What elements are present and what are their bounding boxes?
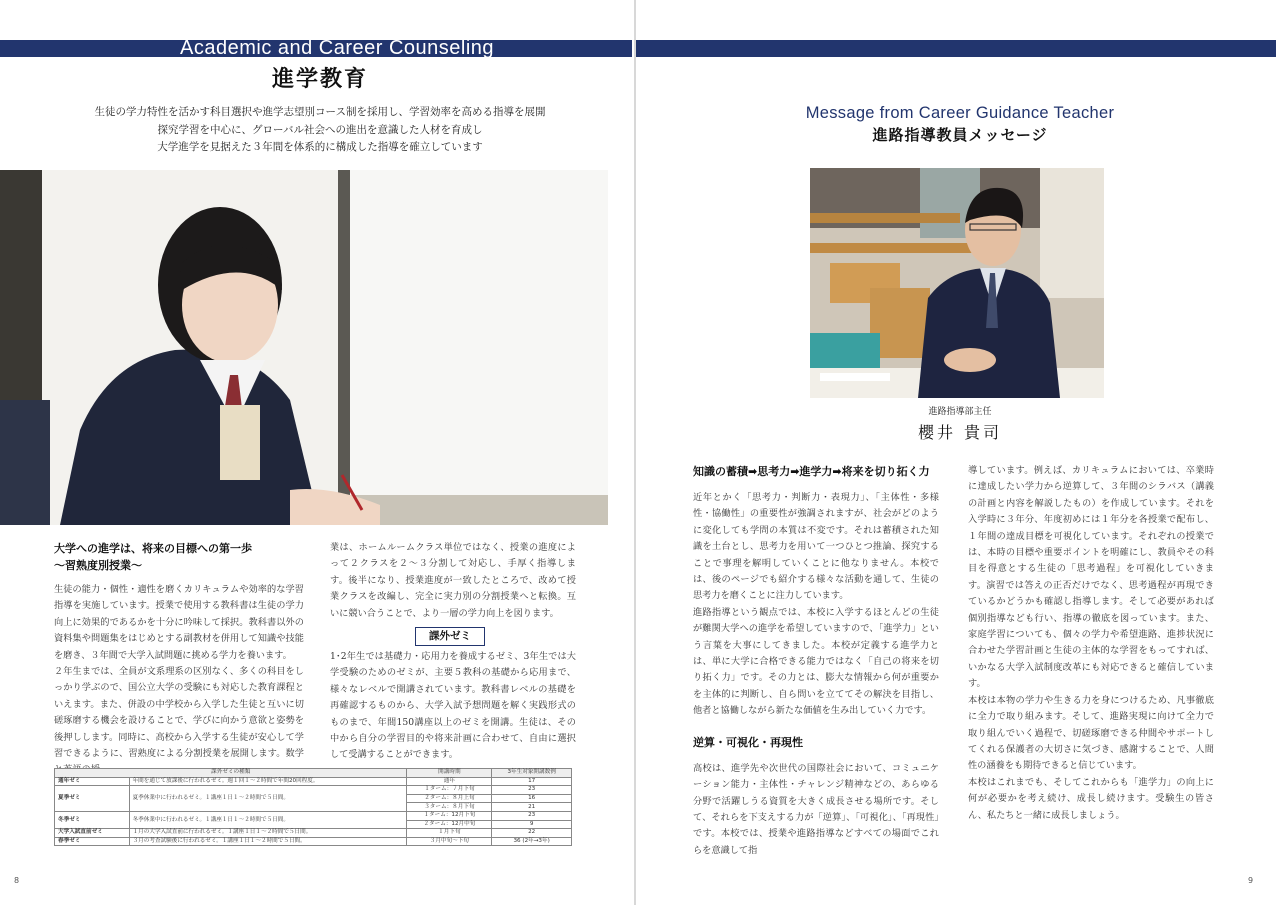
table-cell: 夏季休業中に行われるゼミ。１講座１日１〜２時間で５日間。 (129, 786, 407, 812)
left-column-1 (54, 540, 304, 779)
zemi-text (330, 649, 576, 764)
paragraph: 業は、ホームルームクラス単位ではなく、授業の進度によって２クラスを２〜３分割して対応し、手厚く指導します。後半になり、授業進度が一致したところで、改めて授業クラスを改編し、完全に実力別の分割授業へと転換。互いに競い合うことで、より一層の学力向上を図ります。 (330, 542, 576, 619)
table-cell: 通年 (407, 777, 492, 786)
table-cell: ２ターム：12月中旬 (407, 820, 492, 829)
table-cell: １月の大学入試直前に行われるゼミ。１講座１日１〜２時間で５日間。 (129, 829, 407, 838)
title-band-right (636, 40, 1276, 57)
table-cell: ３月の考査試験後に行われるゼミ。１講座１日１〜２時間で５日間。 (129, 837, 407, 846)
teacher-photo (810, 168, 1104, 398)
paragraph: ２年生までは、全員が文系理系の区別なく、多くの科目をしっかり学ぶので、国公立大学の受験にも対応した教育課程といえます。また、併設の中学校から入学した生徒と互いに切磋琢磨する機会を設けることで、学びに向かう意欲と姿勢を後押しします。同時に、高校から入学する生徒が安心して学習できるように、習熟度による分割授業を展開します。数学 (54, 666, 304, 760)
table-cell: 21 (492, 803, 572, 812)
right-title-jp: 進路指導教員メッセージ (872, 126, 1048, 144)
paragraph: 本校は本物の学力や生きる力を身につけるため、凡事徹底に全力で取り組みます。そして、進路実現に向けて全力で取り組んでいく過程で、切磋琢磨できる仲間やサポートしてくれる保護者の大切さに気づき、感謝することで、人間性の涵養をも期待できると信じています。 (968, 694, 1214, 772)
section-heading: 逆算・可視化・再現性 (693, 735, 803, 749)
zemi-table (54, 768, 572, 846)
intro-line: 生徒の学力特性を活かす科目選択や進学志望別コース制を採用し、学習効率を高める指導を展開 (94, 106, 546, 118)
table-header: 課外ゼミの種類 (55, 769, 407, 778)
table-cell: １ターム：７月下旬 (407, 786, 492, 795)
table-cell: 年間を通じて放課後に行われるゼミ。週１回１〜２時間で年間20回程度。 (129, 777, 407, 786)
student-photo (0, 170, 608, 525)
table-cell: 春季ゼミ (55, 837, 130, 846)
table-cell: ２ターム：８月上旬 (407, 794, 492, 803)
right-column-2 (968, 463, 1214, 824)
paragraph: 進路指導という観点では、本校に入学するほとんどの生徒が難関大学への進学を希望していますので、「進学力」という言葉を大事にしてきました。本校が定義する進学力とは、単に大学に合格できる能力ではなく「自己の将来を切り拓く力」です。その力とは、膨大な情報から何が重要かを主体的に判断し、自ら問いを立ててその解決を目指し、他者と協働しながら新たな価値を生み出していく力です。 (693, 606, 939, 717)
paragraph: 本校はこれまでも、そしてこれからも「進学力」の向上に何が必要かを考え続け、成長し続けます。受験生の皆さん、私たちと一緒に成長しましょう。 (968, 776, 1214, 821)
right-column-1 (693, 463, 939, 859)
table-cell: 冬季ゼミ (55, 811, 130, 828)
paragraph: 1･2年生では基礎力・応用力を養成するゼミ、3年生では大学受験のためのゼミが、主要５教科の基礎から応用まで、様々なレベルで開講されています。教科書レベルの基礎を再確認するものから、大学入試予想問題を解く実践形式のものまで、年間150講座以上のゼミを開講。生徒は、その中から自分の学習目的や将来計画に合わせて、自由に選択して受講することができます。 (330, 651, 576, 761)
paragraph: 高校は、進学先や次世代の国際社会において、コミュニケーション能力・主体性・チャレンジ精神などの、あらゆる分野で活躍しうる資質を大きく成長させる場所です。そして、それらを下支えする力が「逆算」、「可視化」、「再現性」です。本校では、授業や進路指導などすべての場面でこれらを意識して指 (693, 762, 939, 856)
intro-text (80, 104, 560, 157)
table-cell: ３ターム：８月下旬 (407, 803, 492, 812)
table-header-row (55, 769, 572, 778)
table-cell: １月下旬 (407, 829, 492, 838)
left-title-jp: 進学教育 (271, 67, 368, 92)
table-cell: ３月中旬〜下旬 (407, 837, 492, 846)
page-number-left: 8 (14, 876, 20, 885)
table-cell: 22 (492, 829, 572, 838)
table-cell: 36 (2年→3年) (492, 837, 572, 846)
table-cell: 大学入試直前ゼミ (55, 829, 130, 838)
table-row (55, 777, 572, 786)
table-cell: 夏季ゼミ (55, 786, 130, 812)
table-cell: 23 (492, 786, 572, 795)
page-number-right: 9 (1248, 876, 1254, 885)
teacher-photo-illustration (810, 168, 1104, 398)
student-photo-illustration (0, 170, 608, 525)
table-cell: 冬季休業中に行われるゼミ。１講座１日１〜２時間で５日間。 (129, 811, 407, 828)
section-heading: 知識の蓄積➡思考力➡進学力➡将来を切り拓く力 (693, 465, 930, 478)
table-row (55, 829, 572, 838)
table-header: 開講時期 (407, 769, 492, 778)
paragraph: 生徒の能力・個性・適性を磨くカリキュラムや効率的な学習指導を実施しています。授業で使用する教科書は生徒の学力向上に効果的であるかを十分に吟味して採択。教科書以外の資料集や問題集をはじめとする副教材を併用して知識や技能を磨き、３年間で大学入試問題に挑める学力を養います。 (54, 584, 304, 661)
table-cell: 16 (492, 794, 572, 803)
table-row (55, 786, 572, 795)
section-subheading: 〜習熟度別授業〜 (54, 559, 142, 572)
zemi-tag: 課外ゼミ (415, 627, 485, 646)
left-column-2 (330, 540, 576, 622)
table-cell: 17 (492, 777, 572, 786)
table-cell: 9 (492, 820, 572, 829)
table-header: 3年生対象開講数例 (492, 769, 572, 778)
table-row (55, 811, 572, 820)
teacher-role: 進路指導部主任 (928, 407, 992, 417)
left-title-en: Academic and Career Counseling (180, 37, 495, 59)
table-row (55, 837, 572, 846)
paragraph: 導しています。例えば、カリキュラムにおいては、卒業時に達成したい学力から逆算して、３年間のシラバス（講義の計画と内容を解説したもの）を作成しています。それを入学時に３年分、年度初めには１年分を各授業で配布し、１年間の達成目標を可視化しています。それぞれの授業では、本時の目標や重要ポイントを明確にし、教員やその科目を得意とする生徒の「思考過程」を可視化していきます。演習では答えの正否だけでなく、思考過程が再現できているかどうかも確認し指導します。そして必要があれば個別指導なども行い、指導の徹底を図っています。また、家庭学習についても、個々の学力や希望進路、進捗状況に合わせた学習計画と生徒の主体的な学習をもってすれば、いかなる大学入試制度改革にも対応できると確信しています。 (968, 465, 1214, 690)
section-heading: 大学への進学は、将来の目標への第一歩 (54, 542, 252, 555)
table-cell: 通年ゼミ (55, 777, 130, 786)
table-cell: 23 (492, 811, 572, 820)
paragraph: 近年とかく「思考力・判断力・表現力」、「主体性・多様性・協働性」の重要性が強調されますが、社会がどのように変化しても学問の本質は不変です。それは蓄積された知識を土台とし、思考力を用いて一つひとつ推論、探究することで事理を解明していくことに他なりません。本校では、後のページでも紹介する様々な活動を通して、生徒の思考力を磨くことに注力しています。 (693, 492, 939, 602)
right-title-en: Message from Career Guidance Teacher (805, 104, 1115, 122)
table-cell: １ターム：12月下旬 (407, 811, 492, 820)
intro-line: 探究学習を中心に、グローバル社会への進出を意識した人材を育成し (157, 123, 483, 136)
teacher-name: 櫻井 貴司 (917, 423, 1003, 442)
intro-line: 大学進学を見据えた３年間を体系的に構成した指導を確立しています (157, 141, 483, 153)
